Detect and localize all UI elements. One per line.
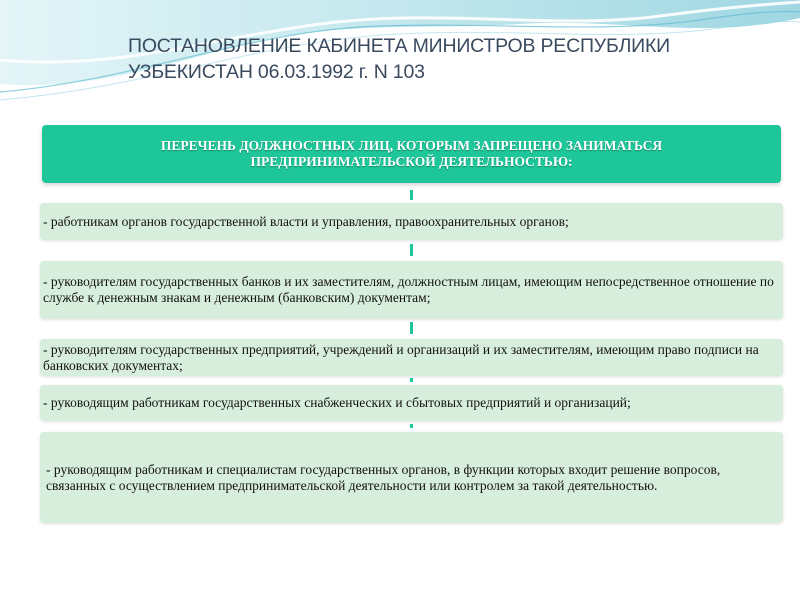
connector-line [410, 322, 413, 334]
connector-line [410, 190, 413, 200]
list-item-text: - руководителям государственных предприятий, учреждений и организаций и их заместителям, имеющим право подписи на банковских документах; [43, 341, 759, 373]
page-title: ПОСТАНОВЛЕНИЕ КАБИНЕТА МИНИСТРОВ РЕСПУБЛИКИ УЗБЕКИСТАН 06.03.1992 г. N 103 [128, 35, 670, 83]
list-item [40, 261, 783, 319]
list-item [40, 385, 783, 421]
list-item-text: - руководящим работникам и специалистам государственных органов, в функции которых входит решение вопросов, связанных с осуществлением предпринимательской деятельности или контролем за такой деятельностью. [46, 461, 721, 493]
connector-line [410, 424, 413, 428]
connector-line [410, 378, 413, 382]
list-item [40, 432, 783, 523]
list-item-text: - работникам органов государственной власти и управления, правоохранительных органов; [43, 213, 569, 229]
list-item [40, 203, 783, 240]
list-item-text: - руководителям государственных банков и их заместителям, должностным лицам, имеющим непосредственное отношение по службе к денежным знакам и денежным (банковским) документам; [43, 274, 774, 305]
list-header-label: ПЕРЕЧЕНЬ ДОЛЖНОСТНЫХ ЛИЦ, КОТОРЫМ ЗАПРЕЩЕНО ЗАНИМАТЬСЯ ПРЕДПРИНИМАТЕЛЬСКОЙ ДЕЯТЕЛЬНОСТЬЮ: [160, 138, 663, 169]
connector-line [410, 244, 413, 256]
list-item-text: - руководящим работникам государственных снабженческих и сбытовых предприятий и организаций; [43, 395, 631, 410]
list-header [42, 125, 781, 183]
list-item [40, 339, 783, 376]
